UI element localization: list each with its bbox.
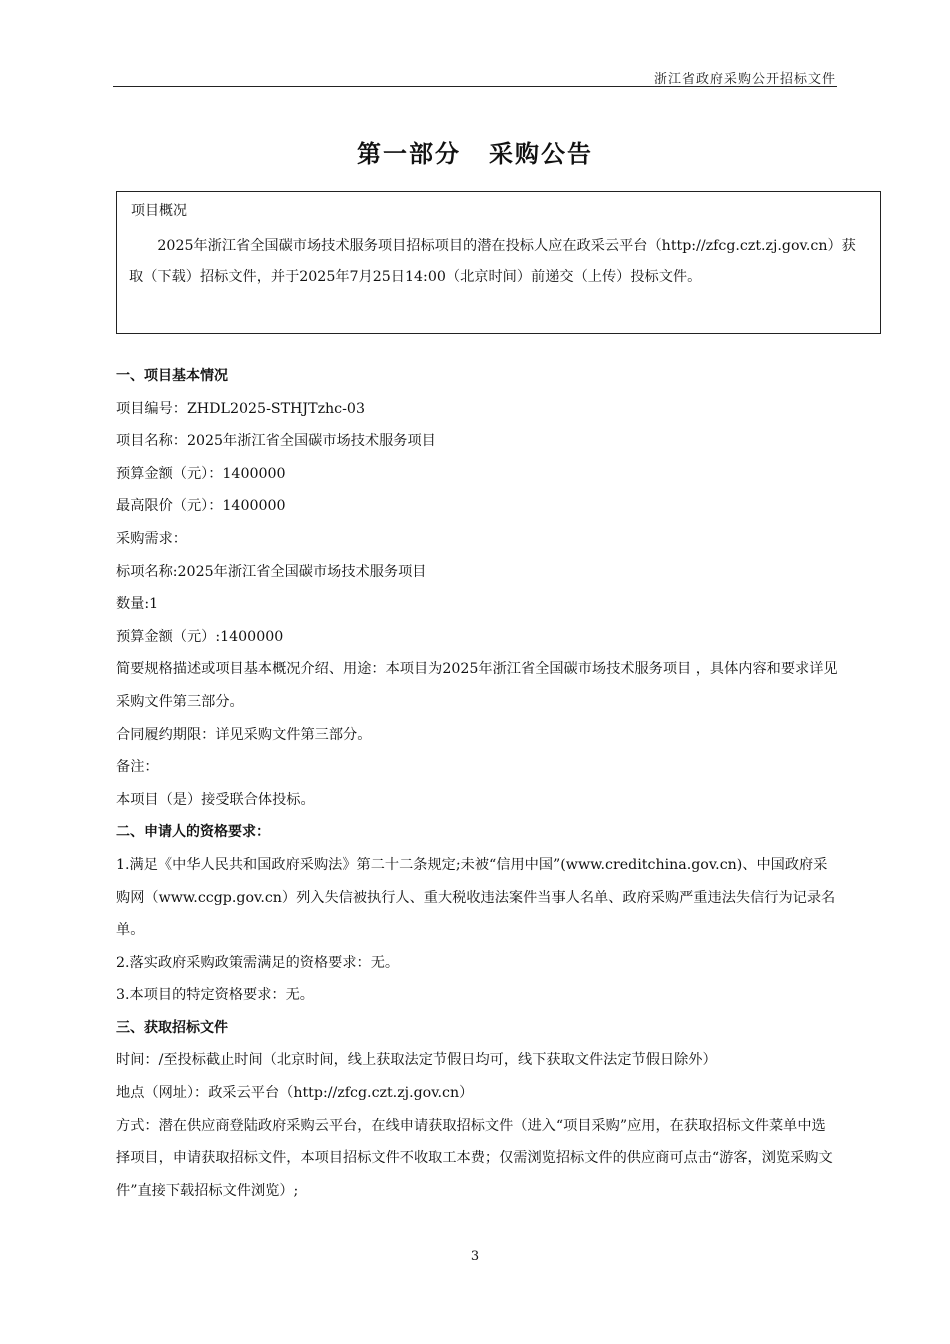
overview-box: [116, 191, 881, 334]
lot-name: 标项名称:2025年浙江省全国碳市场技术服务项目: [116, 563, 427, 580]
section1-heading: 一、项目基本情况: [116, 368, 228, 384]
obtain-time: 时间：/至投标截止时间（北京时间，线上获取法定节假日均可，线下获取文件法定节假日除外）: [116, 1052, 717, 1069]
budget-amount: 预算金额（元）：1400000: [116, 465, 286, 482]
project-number: 项目编号：ZHDL2025-STHJTzhc-03: [116, 400, 365, 417]
obtain-location: 地点（网址）：政采云平台（http://zfcg.czt.zj.gov.cn）: [116, 1085, 474, 1102]
page-title: [0, 134, 950, 169]
running-header: 浙江省政府采购公开招标文件: [653, 72, 836, 87]
qualification-3: 3.本项目的特定资格要求：无。: [116, 987, 314, 1004]
section3-heading: 三、获取招标文件: [116, 1019, 228, 1036]
header-rule: [113, 86, 837, 87]
contract-period: 合同履约期限：详见采购文件第三部分。: [116, 726, 372, 743]
page-number: 3: [470, 1249, 480, 1264]
title-name: 采购公告: [489, 140, 593, 168]
max-price: 最高限价（元）：1400000: [116, 498, 286, 515]
spec-description: 简要规格描述或项目基本概况介绍、用途：本项目为2025年浙江省全国碳市场技术服务项目 ，具体内容和要求详见采购文件第三部分。: [116, 661, 838, 710]
quantity: 数量:1: [116, 596, 159, 613]
lot-budget: 预算金额（元）:1400000: [116, 628, 284, 645]
procurement-needs-label: 采购需求：: [116, 530, 187, 547]
overview-text: 2025年浙江省全国碳市场技术服务项目招标项目的潜在投标人应在政采云平台（http://zfcg.czt.zj.gov.cn）获取（下载）招标文件，并于2025年7月25日14:00（北京时间）前递交（上传）投标文件。: [129, 238, 856, 285]
qualification-1: 1.满足《中华人民共和国政府采购法》第二十二条规定;未被“信用中国”(www.creditchina.gov.cn)、中国政府采购网（www.ccgp.gov.cn）列入失信被执行人、重大税收违法案件当事人名单、政府采购严重违法失信行为记录名单。: [116, 856, 836, 939]
remarks-label: 备注：: [116, 759, 159, 776]
obtain-method: 方式：潜在供应商登陆政府采购云平台，在线申请获取招标文件（进入“项目采购”应用，在获取招标文件菜单中选择项目，申请获取招标文件，本项目招标文件不收取工本费；仅需浏览招标文件的供应商可点击“游客，浏览采购文件”直接下载招标文件浏览）;: [116, 1117, 833, 1199]
qualification-2: 2.落实政府采购政策需满足的资格要求：无。: [116, 954, 400, 971]
section2-heading: 二、申请人的资格要求：: [116, 824, 270, 841]
title-part: 第一部分: [357, 140, 461, 168]
overview-label: 项目概况: [131, 203, 187, 219]
project-name: 项目名称：2025年浙江省全国碳市场技术服务项目: [116, 433, 436, 450]
notice-content: [116, 360, 838, 1207]
consortium-note: 本项目（是）接受联合体投标。: [116, 791, 315, 808]
